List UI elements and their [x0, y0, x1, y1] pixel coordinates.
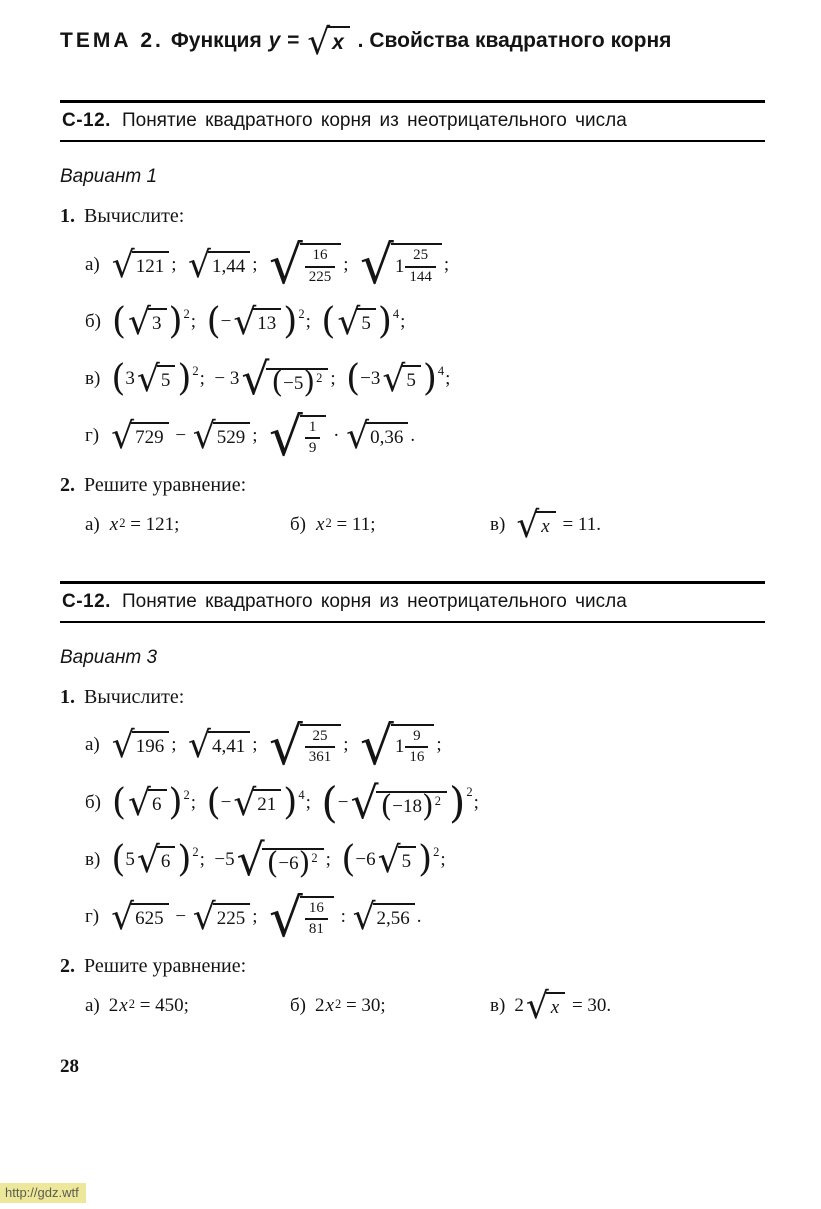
task-title: Решите уравнение:: [84, 955, 247, 977]
page-number: 28: [60, 1055, 79, 1077]
calc-row-v: [60, 834, 765, 886]
task-title: Вычислите:: [84, 686, 185, 708]
task-heading: [60, 955, 765, 978]
section-header: [60, 100, 765, 142]
row-label: а): [85, 734, 100, 756]
math-expression: √ 121 ; √ 1,44 ; √ 16 225 ; √ 1 25 144 ;: [111, 235, 450, 297]
section-title: Понятие квадратного корня из неотрицательного числа: [121, 591, 627, 612]
math-expression: √ 729 − √ 529 ; √ 1 9 · √ 0,36 .: [111, 406, 416, 468]
watermark-link: http://gdz.wtf: [0, 1183, 86, 1203]
math-expression: ( 5 √ 6 ) 2 ; −5 √ ( −6 ) 2 ; ( −6 √ 5 ) 2 ;: [111, 834, 446, 886]
task-number: 1.: [60, 205, 75, 228]
calc-row-b: [60, 777, 765, 829]
task-heading: [60, 205, 765, 228]
math-expression: √ 196 ; √ 4,41 ; √ 25 361 ; √ 1 9 16 ;: [111, 716, 442, 778]
row-label: б): [290, 514, 306, 536]
equation-item-v: [490, 505, 765, 547]
row-label: г): [85, 905, 100, 927]
equation-item-v: [490, 985, 765, 1027]
row-label: в): [85, 367, 101, 389]
task-title: Решите уравнение:: [84, 474, 247, 497]
row-label: б): [85, 310, 101, 332]
section-header: [60, 581, 765, 623]
calc-rows: [60, 235, 765, 468]
row-label: а): [85, 253, 100, 275]
section-title: Понятие квадратного корня из неотрицательного числа: [121, 110, 627, 132]
equation-item-a: [85, 992, 290, 1020]
row-label: б): [85, 791, 101, 813]
math-expression: x 2 = 11;: [316, 514, 376, 536]
task-title: Вычислите:: [84, 205, 185, 228]
row-label: а): [85, 994, 100, 1016]
math-expression: ( √ 3 ) 2 ; ( − √ 13 ) 2 ; ( √ 5 ) 4 ;: [112, 301, 406, 343]
equation-item-b: [290, 511, 490, 539]
equation-row: [60, 505, 765, 547]
page-title-text: Функция y = √ x . Свойства квадратного корня: [170, 22, 672, 64]
calc-row-a: [60, 235, 765, 297]
math-expression: 2 √ x = 30.: [514, 985, 612, 1027]
math-expression: 2 x 2 = 450;: [108, 994, 189, 1016]
math-expression: √ 625 − √ 225 ; √ 16 81 : √ 2,56 .: [111, 887, 422, 949]
section-code: С-12.: [62, 591, 111, 612]
task-number: 1.: [60, 686, 75, 708]
page-title-theme-number: ТЕМА 2.: [60, 29, 164, 53]
math-expression: √ x = 11.: [516, 505, 601, 547]
task-number: 2.: [60, 955, 75, 977]
math-expression: x 2 = 121;: [109, 514, 180, 536]
math-expression: 2 x 2 = 30;: [315, 994, 386, 1016]
task-number: 2.: [60, 474, 75, 497]
calc-row-a: [60, 716, 765, 778]
calc-row-b: [60, 301, 765, 343]
variant-label: Вариант 1: [60, 166, 158, 188]
equation-row: [60, 985, 765, 1027]
row-label: а): [85, 514, 100, 536]
calc-rows: [60, 716, 765, 949]
page-title: [60, 22, 765, 64]
calc-row-g: [60, 406, 765, 468]
task-heading: [60, 686, 765, 709]
row-label: г): [85, 425, 100, 446]
task-heading: [60, 474, 765, 497]
row-label: б): [290, 994, 306, 1016]
row-label: в): [85, 848, 101, 870]
equation-item-a: [85, 511, 290, 539]
math-expression: ( √ 6 ) 2 ; ( − √ 21 ) 4 ; ( − √ ( −18 ) 2 ) 2 ;: [112, 777, 479, 829]
variant-label: Вариант 3: [60, 647, 158, 668]
section-code: С-12.: [62, 110, 111, 132]
calc-row-g: [60, 887, 765, 949]
math-expression: ( 3 √ 5 ) 2 ; − 3 √ ( −5 ) 2 ; ( −3 √ 5 ) 4 ;: [111, 354, 451, 406]
calc-row-v: [60, 354, 765, 406]
equation-item-b: [290, 992, 490, 1020]
row-label: в): [490, 514, 506, 536]
row-label: в): [490, 994, 506, 1016]
